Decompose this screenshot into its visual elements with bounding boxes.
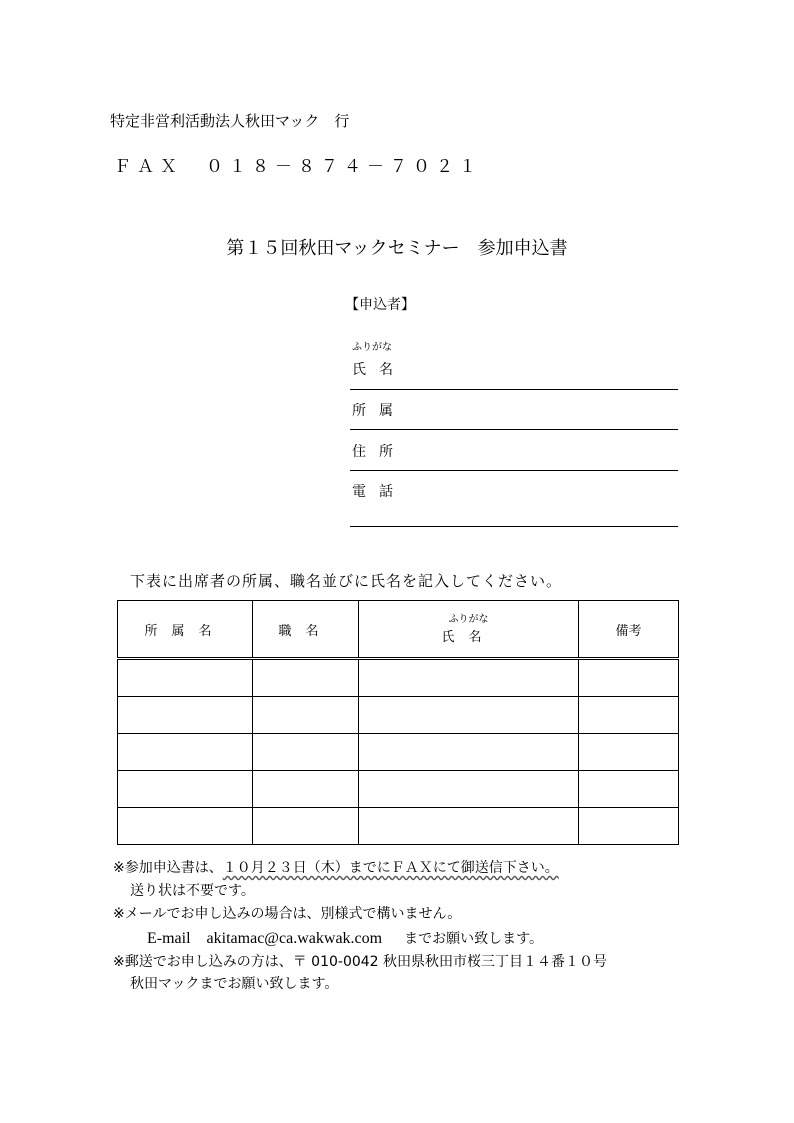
header-name <box>359 601 579 659</box>
note-email: ※メールでお申し込みの場合は、別様式で構いません。 <box>113 906 462 922</box>
applicant-address-line[interactable] <box>350 470 678 471</box>
name-cell[interactable] <box>359 734 579 771</box>
header-furigana: ふりがな <box>448 613 489 625</box>
fax-number: ＦＡＸ ０１８－８７４－７０２１ <box>114 157 482 177</box>
attendee-table <box>117 600 679 845</box>
position-cell[interactable] <box>253 734 359 771</box>
header-remarks-text: 備考 <box>615 623 642 639</box>
affiliation-cell[interactable] <box>118 771 253 808</box>
applicant-name-line[interactable] <box>350 389 678 390</box>
page-title: 第１５回秋田マックセミナー 参加申込書 <box>226 238 568 259</box>
position-cell[interactable] <box>253 659 359 697</box>
name-cell[interactable] <box>359 659 579 697</box>
note-deadline-prefix: ※参加申込書は、 <box>113 860 223 876</box>
remarks-cell[interactable] <box>579 771 679 808</box>
note-mail-recipient: 秋田マックまでお願い致します。 <box>130 976 339 992</box>
note-cover-sheet: 送り状は不要です。 <box>130 883 255 899</box>
remarks-cell[interactable] <box>579 697 679 734</box>
remarks-cell[interactable] <box>579 808 679 845</box>
header-name-text: 氏名 <box>441 629 496 645</box>
table-row <box>118 771 679 808</box>
applicant-affiliation-label: 所属 <box>352 403 406 419</box>
affiliation-cell[interactable] <box>118 659 253 697</box>
email-line <box>147 928 543 948</box>
email-address-link[interactable]: akitamac@ca.wakwak.com <box>206 930 383 947</box>
name-furigana-label: ふりがな <box>352 342 392 353</box>
recipient-line: 特定非営利活動法人秋田マック 行 <box>110 112 350 130</box>
position-cell[interactable] <box>253 808 359 845</box>
email-tail: までお願い致します。 <box>404 931 543 947</box>
applicant-section-label: 【申込者】 <box>345 297 415 313</box>
applicant-address-label: 住所 <box>352 444 406 460</box>
name-cell[interactable] <box>359 771 579 808</box>
header-position-text: 職名 <box>278 623 333 639</box>
note-deadline-emphasis: １０月２３日（木）までにＦＡＸにて御送信下さい。 <box>222 860 559 876</box>
header-affiliation <box>118 601 253 659</box>
table-instruction: 下表に出席者の所属、職名並びに氏名を記入してください。 <box>130 572 563 590</box>
email-label: E-mail <box>147 930 191 947</box>
remarks-cell[interactable] <box>579 659 679 697</box>
affiliation-cell[interactable] <box>118 697 253 734</box>
header-position <box>253 601 359 659</box>
note-mail-address: ※郵送でお申し込みの方は、〒 010-0042 秋田県秋田市桜三丁目１４番１０号 <box>113 954 608 970</box>
applicant-phone-line[interactable] <box>350 526 678 527</box>
header-remarks <box>579 601 679 659</box>
table-row <box>118 808 679 845</box>
header-affiliation-text: 所属名 <box>144 623 226 639</box>
name-cell[interactable] <box>359 697 579 734</box>
remarks-cell[interactable] <box>579 734 679 771</box>
applicant-name-label: 氏名 <box>352 362 406 378</box>
position-cell[interactable] <box>253 697 359 734</box>
applicant-phone-label: 電話 <box>352 484 406 500</box>
name-cell[interactable] <box>359 808 579 845</box>
note-deadline <box>113 857 559 877</box>
table-row <box>118 659 679 697</box>
table-row <box>118 697 679 734</box>
applicant-affiliation-line[interactable] <box>350 429 678 430</box>
affiliation-cell[interactable] <box>118 808 253 845</box>
position-cell[interactable] <box>253 771 359 808</box>
table-row <box>118 734 679 771</box>
affiliation-cell[interactable] <box>118 734 253 771</box>
